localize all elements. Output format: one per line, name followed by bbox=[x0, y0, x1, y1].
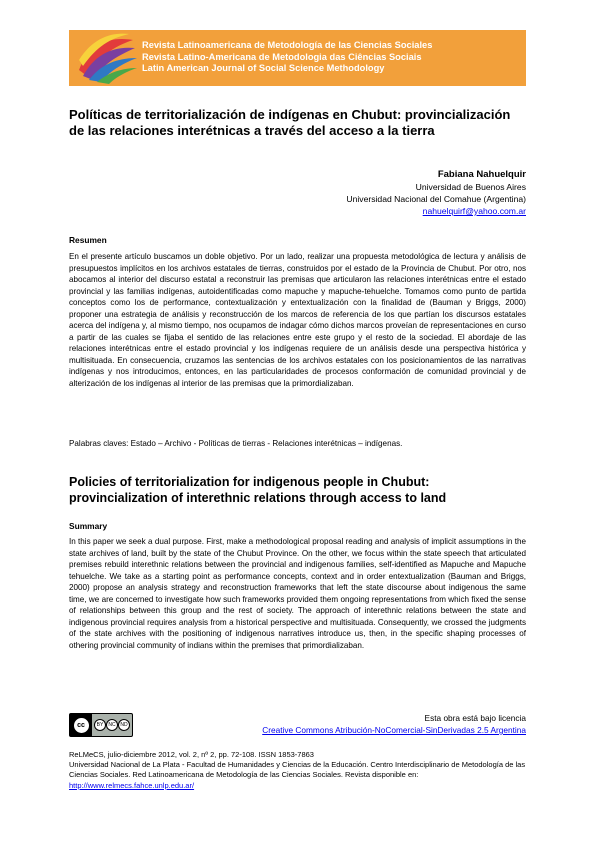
banner-title-es: Revista Latinoamericana de Metodología de las Ciencias Sociales bbox=[142, 40, 433, 50]
banner-text bbox=[142, 40, 522, 75]
author-affiliation-2: Universidad Nacional del Comahue (Argentina) bbox=[346, 194, 526, 204]
resumen-text: En el presente artículo buscamos un doble objetivo. Por un lado, realizar una propuesta metodológica de lectura y análisis de presupuestos implícitos en los archivos estatales de tierras, construidos por el estado de la Provincia de Chubut. Por otro, nos abocamos al interior del discurso estatal a reconstruir las premisas que articularon las relaciones interétnicas entre el estado provincial y las familias indígenas, autoidentificadas como mapuche y mapuche-tehuelche. Tomamos como punto de partida conceptos como los de performance, contextualización y entextualización con la finalidad de (Bauman y Briggs, 2000) proponer una estrategia de análisis y reconstrucción de los marcos de referencia de los que partían los discursos estatales acerca del indígena y, al mismo tiempo, nos ocupamos de indagar cómo dichos marcos proveían de representaciones en curso a partir de las cuales se fijaba el sentido de las relaciones entre este grupo y el resto de la sociedad. El abordaje de las relaciones interétnicas entre el estado provincial y los indígenas requiere de un análisis desde una perspectiva histórica y multisituada. En consecuencia, cruzamos las sentencias de los archivos estatales con los posicionamientos de las narrativas indígenas y nos introducimos, entonces, en las particularidades de procesos conformación de comunidad provincial y de alterización de los indígenas al interior de las premisas que la primordializaban. bbox=[69, 252, 526, 388]
keywords: Palabras claves: Estado – Archivo - Políticas de tierras - Relaciones interétnicas – indígenas. bbox=[69, 439, 403, 448]
banner-title-pt: Revista Latino-Americana de Metodologia das Ciências Sociais bbox=[142, 51, 422, 62]
institution-label: Universidad Nacional de La Plata - Facultad de Humanidades y Ciencias de la Educación. Centro Interdisciplinario de Metodología de las Ciencias Sociales. Red Latinoamericana de Metodología de las Ciencias Sociales. Revista disponible en: bbox=[69, 760, 526, 780]
cc-nd-icon: ND bbox=[118, 719, 130, 731]
cc-by-icon: BY bbox=[94, 719, 106, 731]
journal-banner bbox=[69, 30, 526, 86]
license-line: Esta obra está bajo licencia bbox=[424, 713, 526, 723]
cc-icon: cc bbox=[74, 718, 89, 733]
resumen-heading: Resumen bbox=[69, 235, 107, 245]
banner-title-en: Latin American Journal of Social Science Methodology bbox=[142, 63, 385, 73]
article-title-es: Políticas de territorialización de indígenas en Chubut: provincialización de las relaciones interétnicas a través del acceso a la tierra bbox=[69, 107, 511, 138]
license-link[interactable]: Creative Commons Atribución-NoComercial-SinDerivadas 2.5 Argentina bbox=[262, 725, 526, 735]
institution-text bbox=[69, 760, 529, 791]
license-notice bbox=[200, 712, 526, 736]
author-block bbox=[300, 169, 526, 217]
author-name: Fabiana Nahuelquir bbox=[437, 169, 526, 180]
article-title-en: Policies of territorialization for indigenous people in Chubut: provincialization of interethnic relations through access to land bbox=[69, 475, 447, 505]
journal-url-link[interactable]: http://www.relmecs.fahce.unlp.edu.ar/ bbox=[69, 780, 195, 790]
footer bbox=[69, 750, 529, 791]
journal-logo-icon bbox=[75, 30, 139, 86]
author-affiliation-1: Universidad de Buenos Aires bbox=[415, 182, 526, 192]
citation: ReLMeCS, julio-diciembre 2012, vol. 2, nº 2, pp. 72-108. ISSN 1853-7863 bbox=[69, 750, 314, 759]
summary-text: In this paper we seek a dual purpose. First, make a methodological proposal reading and analysis of implicit assumptions in the state archives of land, built by the state of the Chubut Province. On the other, we focus within the state speech that articulated premises rebuild interethnic relations between the provincial and indigenous families, self-identified as Mapuche and Mapuche tehuelche. We take as a starting point as performance concepts, context and in order entextualization (Bauman and Briggs, 2000) propose an analysis strategy and reconstruction frameworks that left the state discourse about indigenous the same time, we are concerned to investigate how such frameworks provided them ongoing representations from which fixed the sense of relationships between this group and the rest of society. The approach of interethnic relations between the state and indigenous provincial requires analysis from a historical perspective and multisituada. Consequently, we crossed the judgments of the state archives with the positioning of indigenous narratives introduce us, then, in the specific shaping processes of othering provincial community of indians within the premises that primordializaban. bbox=[69, 537, 526, 650]
cc-license-badge[interactable] bbox=[69, 713, 133, 737]
cc-nc-icon: NC bbox=[106, 719, 118, 731]
summary-heading: Summary bbox=[69, 521, 108, 531]
author-email-link[interactable]: nahuelquirf@yahoo.com.ar bbox=[422, 206, 526, 216]
